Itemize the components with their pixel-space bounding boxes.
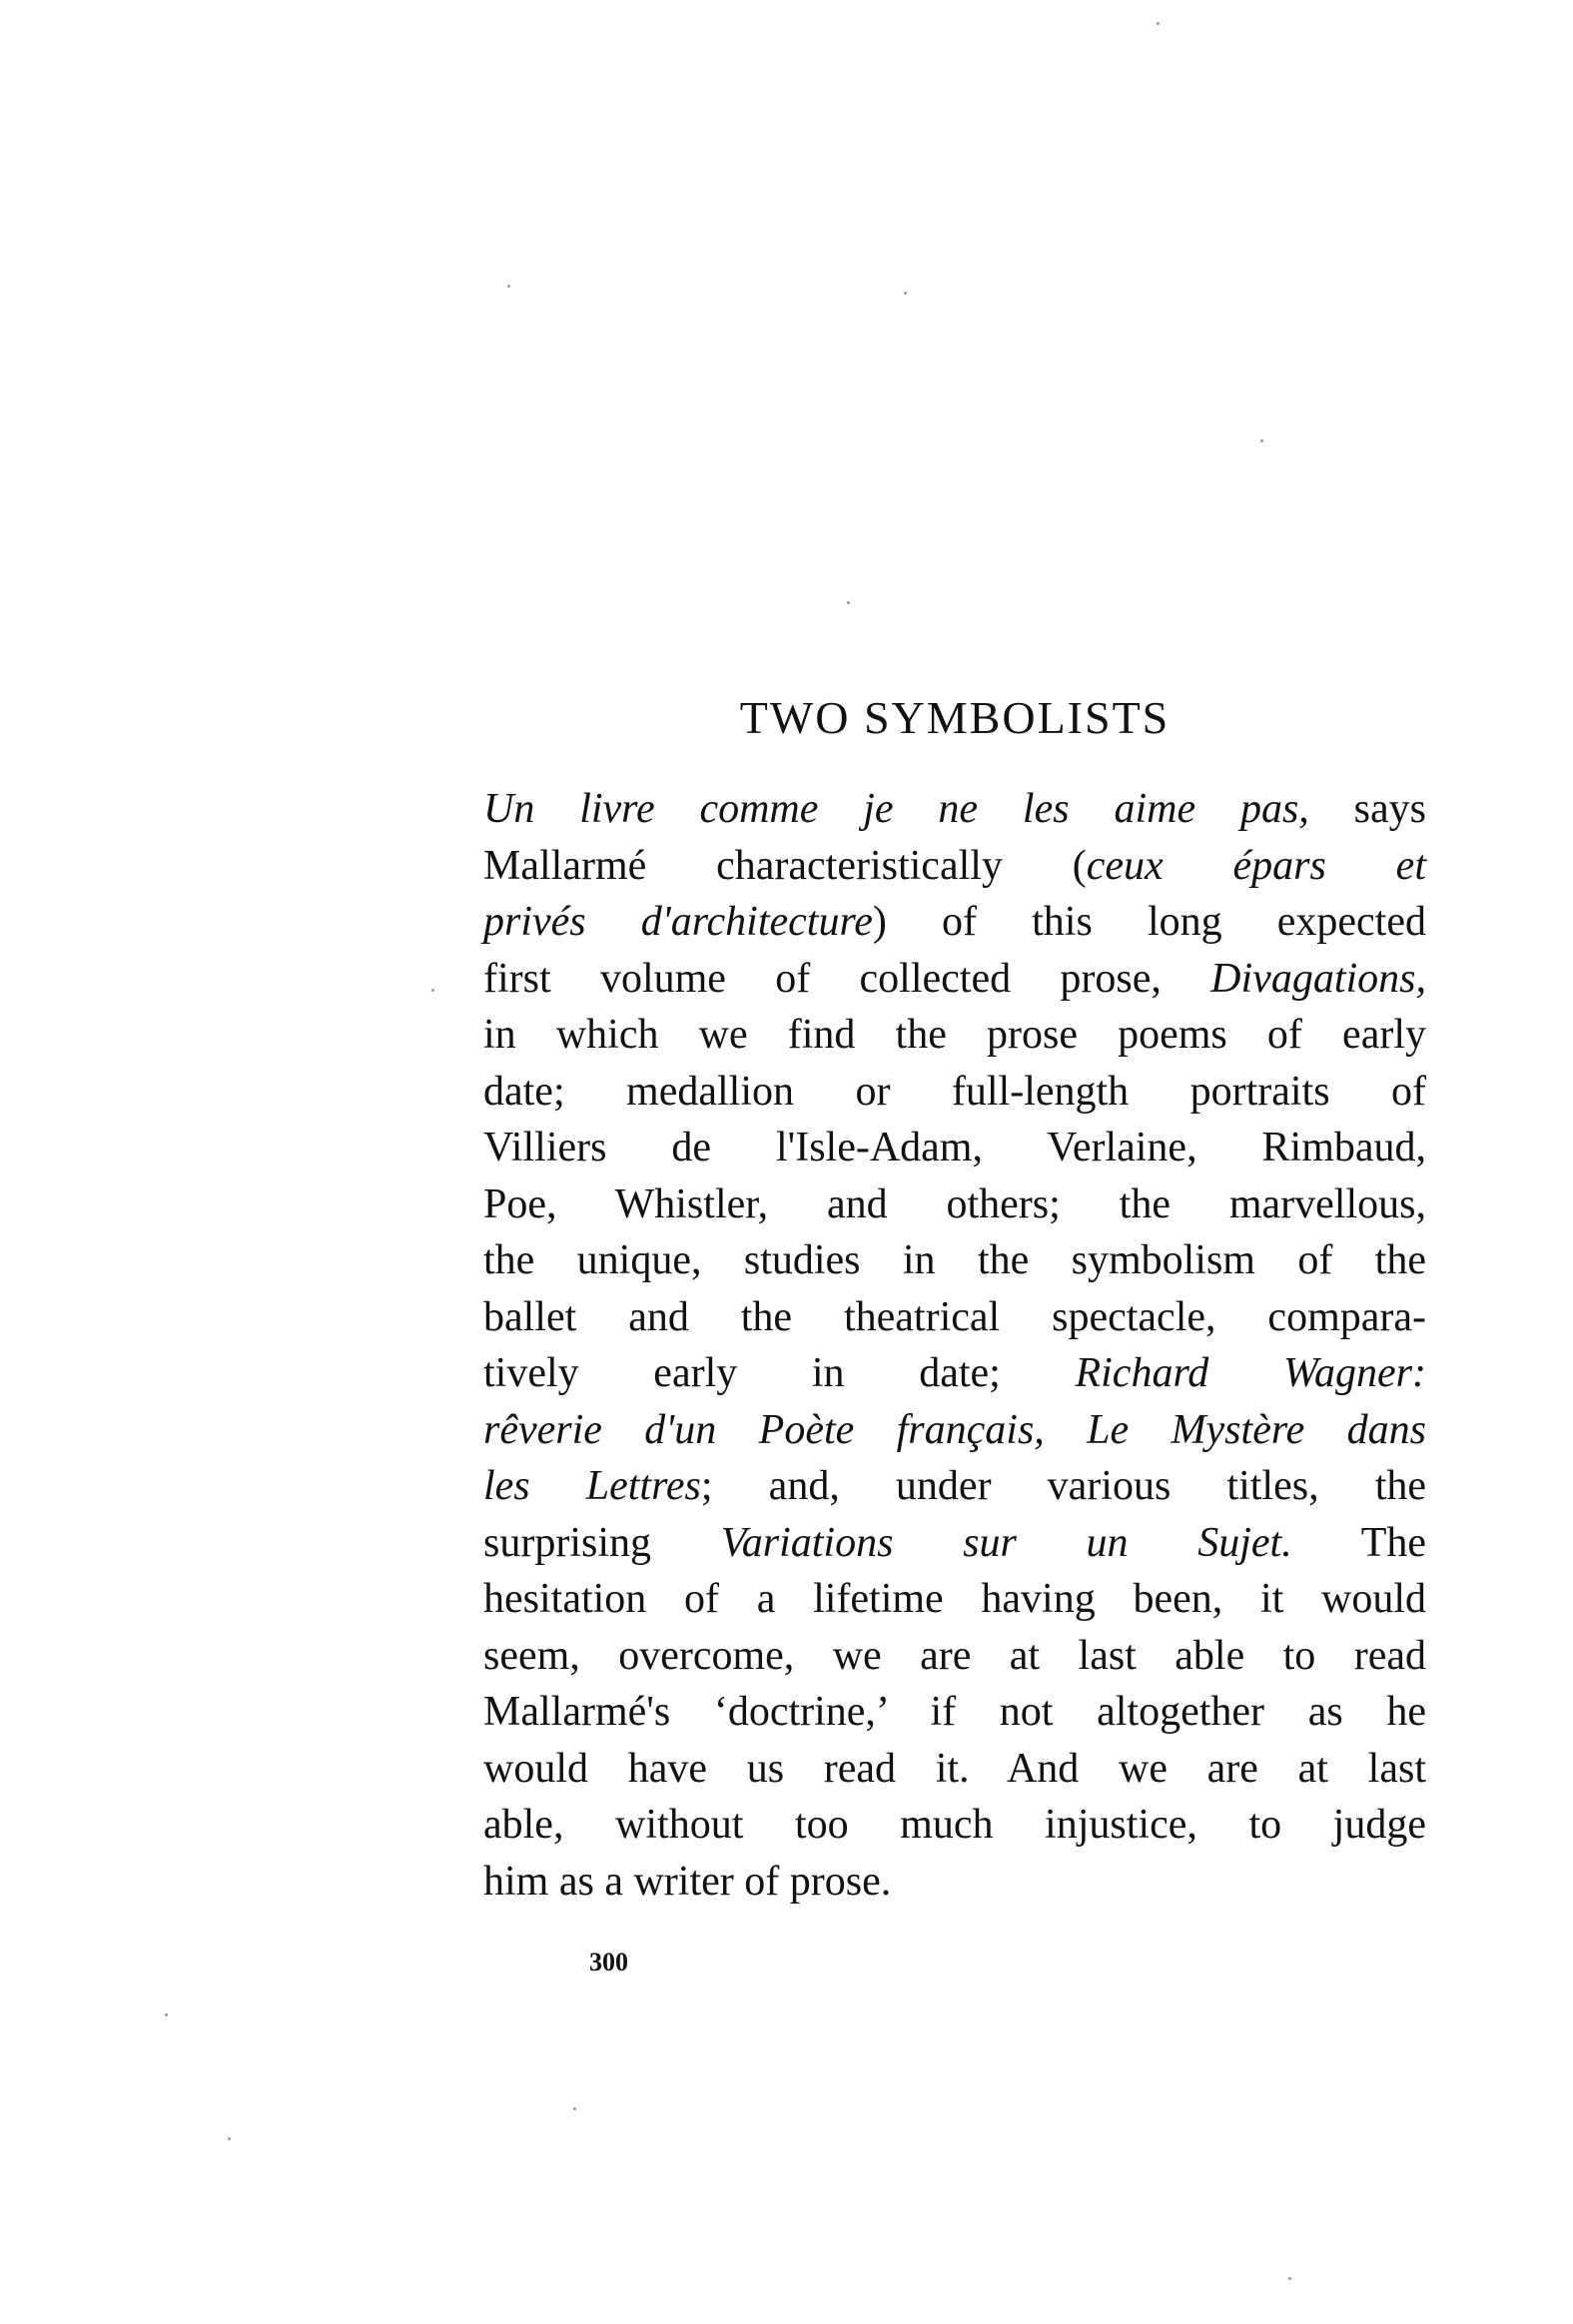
text-run: Poe, Whistler, and others; the marvellous,: [483, 1180, 1426, 1227]
text-line: [483, 1741, 1426, 1798]
text-run: able, without too much injustice, to judge: [483, 1802, 1426, 1848]
italic-text: privés d'architecture: [483, 899, 873, 945]
text-line: [483, 1458, 1426, 1515]
text-run: would have us read it. And we are at last: [483, 1745, 1426, 1792]
italic-text: Divagations,: [1210, 955, 1426, 1002]
text-line: [483, 838, 1426, 895]
text-run: ; and, under various titles, the: [700, 1463, 1427, 1509]
scan-speck: [228, 2137, 231, 2140]
text-run: The: [1291, 1519, 1426, 1566]
scan-speck: [1260, 439, 1263, 442]
scan-speck: [904, 292, 907, 295]
text-run: Villiers de l'Isle-Adam, Verlaine, Rimbaud,: [483, 1125, 1426, 1170]
text-run: ballet and the theatrical spectacle, compara-: [483, 1293, 1426, 1340]
text-run: ) of this long expected: [872, 899, 1426, 945]
text-run: hesitation of a lifetime having been, it would: [483, 1576, 1426, 1622]
italic-text: Un livre comme je ne les aime pas,: [483, 786, 1309, 832]
text-line: [483, 1797, 1426, 1854]
text-line: [483, 951, 1426, 1008]
text-run: tively early in date;: [483, 1350, 1076, 1396]
text-line: [483, 1402, 1426, 1459]
text-line: [483, 1120, 1426, 1176]
page-number: 300: [589, 1947, 628, 1976]
text-line: [483, 781, 1426, 838]
text-line: [483, 1007, 1426, 1064]
scan-speck: [1157, 22, 1160, 25]
scan-speck: [431, 989, 434, 992]
text-line: [483, 1064, 1426, 1121]
text-line: [483, 894, 1426, 951]
body-paragraph: [483, 781, 1426, 1910]
text-run: in which we find the prose poems of early: [483, 1012, 1426, 1058]
text-run: says: [1308, 786, 1426, 832]
scan-speck: [573, 2107, 576, 2110]
text-line: [483, 1684, 1426, 1741]
italic-text: rêverie d'un Poète français, Le Mystère dans: [483, 1406, 1426, 1453]
text-line: [483, 1289, 1426, 1346]
text-run: surprising: [483, 1519, 721, 1566]
text-line: [483, 1628, 1426, 1685]
scan-speck: [507, 285, 510, 288]
italic-text: les Lettres: [483, 1463, 701, 1509]
italic-text: ceux épars et: [1086, 842, 1426, 889]
text-line: [483, 1345, 1426, 1402]
text-run: the unique, studies in the symbolism of the: [483, 1237, 1426, 1283]
text-run: first volume of collected prose,: [483, 955, 1211, 1002]
text-line: [483, 1232, 1426, 1289]
scan-speck: [847, 601, 850, 604]
text-run: Mallarmé's ‘doctrine,’ if not altogether as he: [483, 1689, 1426, 1735]
text-block: [483, 692, 1427, 1910]
text-line: [483, 1515, 1426, 1572]
text-run: seem, overcome, we are at last able to read: [483, 1632, 1426, 1679]
italic-text: Variations sur un Sujet.: [720, 1519, 1292, 1566]
text-run: him as a writer of prose.: [483, 1858, 892, 1905]
scan-speck: [1288, 2277, 1291, 2280]
text-line: [483, 1571, 1426, 1628]
text-line: [483, 1176, 1426, 1233]
scan-speck: [165, 2013, 168, 2016]
text-run: date; medallion or full-length portraits of: [483, 1068, 1426, 1115]
text-run: Mallarmé characteristically (: [483, 842, 1087, 889]
text-line: [483, 1854, 1426, 1911]
italic-text: Richard Wagner:: [1075, 1350, 1426, 1396]
chapter-title: TWO SYMBOLISTS: [739, 692, 1171, 743]
